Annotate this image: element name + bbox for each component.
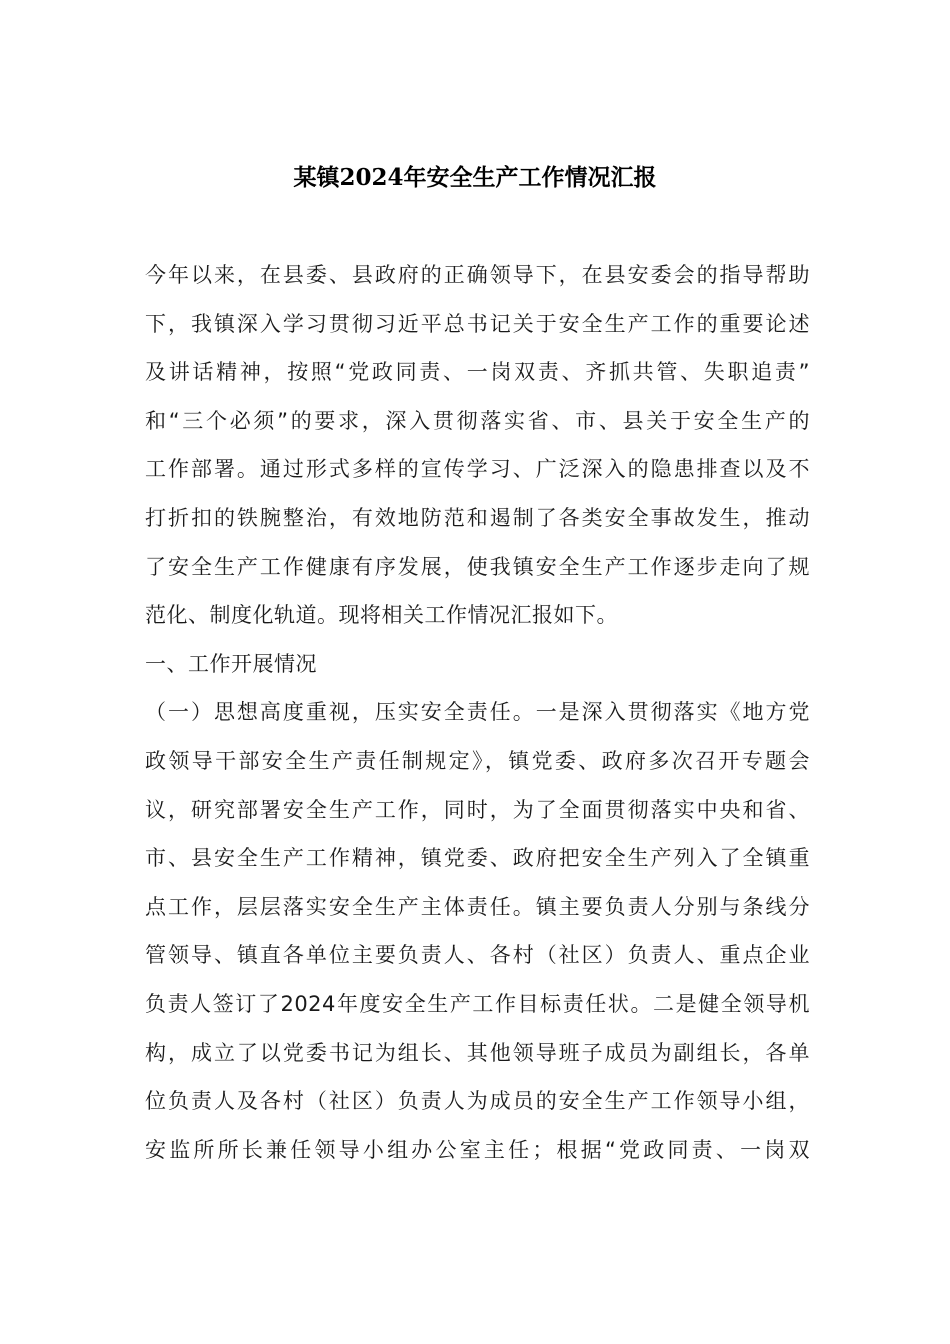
body-line: （一）思想高度重视，压实安全责任。一是深入贯彻落实《地方党 [145,700,810,725]
body-line: 安监所所长兼任领导小组办公室主任；根据“党政同责、一岗双 [145,1137,810,1162]
body-line: 下，我镇深入学习贯彻习近平总书记关于安全生产工作的重要论述 [145,311,810,336]
body-line: 范化、制度化轨道。现将相关工作情况汇报如下。 [145,603,618,628]
body-line: 政领导干部安全生产责任制规定》，镇党委、政府多次召开专题会 [145,748,810,773]
body-line: 工作部署。通过形式多样的宣传学习、广泛深入的隐患排查以及不 [145,457,810,482]
body-line: 位负责人及各村（社区）负责人为成员的安全生产工作领导小组， [145,1089,810,1114]
document-title: 某镇2024年安全生产工作情况汇报 [293,164,657,191]
body-line: 及讲话精神，按照“党政同责、一岗双责、齐抓共管、失职追责” [145,360,810,385]
body-line: 点工作，层层落实安全生产主体责任。镇主要负责人分别与条线分 [145,894,810,919]
document-body [145,251,810,1174]
section-heading: 一、工作开展情况 [145,651,317,676]
body-line: 议，研究部署安全生产工作，同时，为了全面贯彻落实中央和省、 [145,797,810,822]
body-line: 和“三个必须”的要求，深入贯彻落实省、市、县关于安全生产的 [145,408,810,433]
body-line: 打折扣的铁腕整治，有效地防范和遏制了各类安全事故发生，推动 [145,505,810,530]
body-line: 管领导、镇直各单位主要负责人、各村（社区）负责人、重点企业 [145,943,810,968]
body-line: 构，成立了以党委书记为组长、其他领导班子成员为副组长，各单 [145,1040,810,1065]
body-line: 了安全生产工作健康有序发展，使我镇安全生产工作逐步走向了规 [145,554,810,579]
body-line: 负责人签订了2024年度安全生产工作目标责任状。二是健全领导机 [145,991,810,1016]
body-line: 今年以来，在县委、县政府的正确领导下，在县安委会的指导帮助 [145,263,810,287]
body-line: 市、县安全生产工作精神，镇党委、政府把安全生产列入了全镇重 [145,846,810,871]
